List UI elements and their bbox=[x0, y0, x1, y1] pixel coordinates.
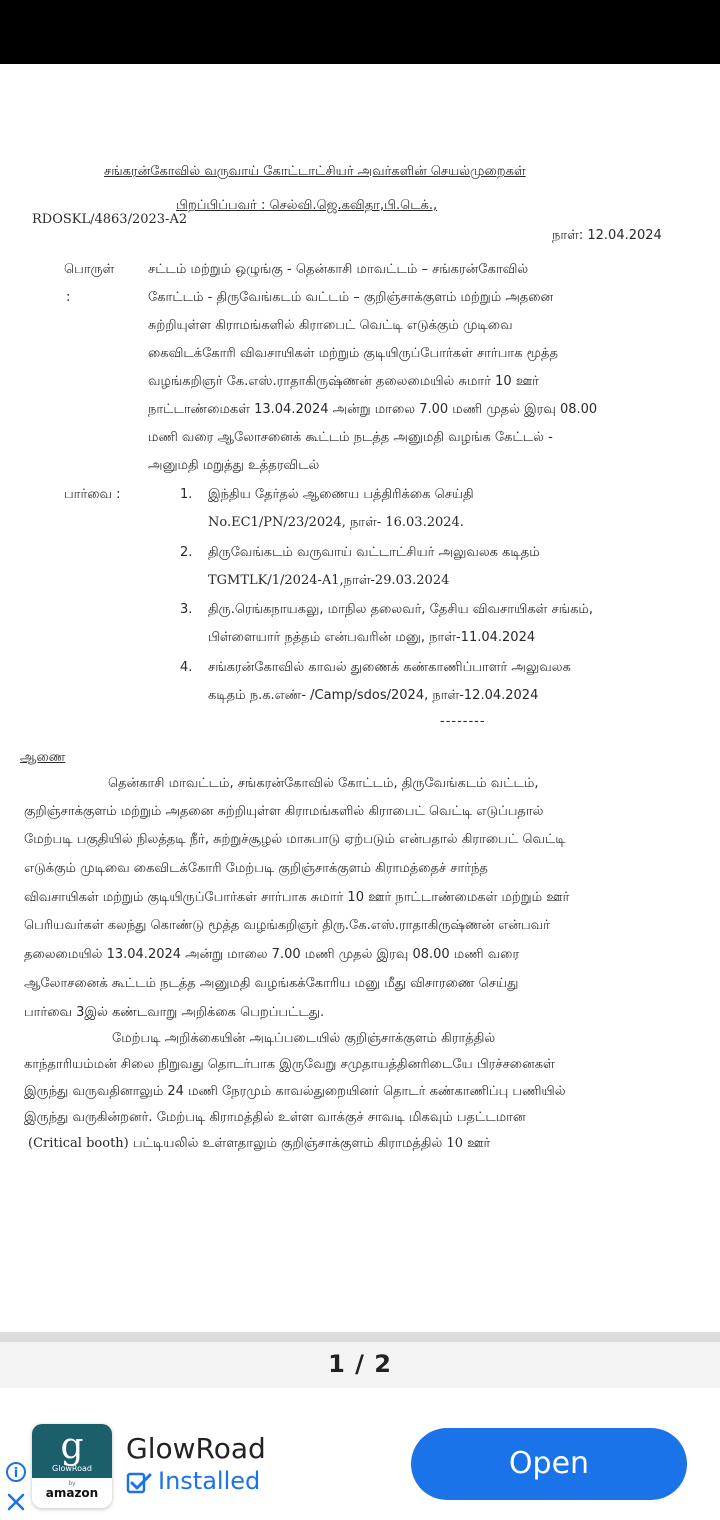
subject-line: கைவிடக்கோரி விவசாயிகள் மற்றும் குடியிருப்போர்கள் சார்பாக மூத்த bbox=[148, 346, 558, 361]
order-heading: ஆணை bbox=[20, 750, 66, 765]
reference-line: கடிதம் ந.க.எண்- /Camp/sdos/2024, நாள்-12.04.2024 bbox=[208, 688, 539, 703]
subject-colon: : bbox=[66, 290, 71, 305]
reference-number: 3. bbox=[180, 602, 193, 617]
page-indicator: 1 / 2 bbox=[328, 1350, 392, 1378]
document-header-office: சங்கரன்கோவில் வருவாய் கோட்டாட்சியர் அவர்களின் செயல்முறைகள் bbox=[104, 164, 526, 179]
order-line: குறிஞ்சாக்குளம் மற்றும் அதனை சுற்றியுள்ள கிராமங்களில் கிராபைட் வெட்டி எடுப்பதால் bbox=[24, 804, 544, 819]
subject-line: சட்டம் மற்றும் ஒழுங்கு - தென்காசி மாவட்டம் – சங்கரன்கோவில் bbox=[148, 262, 529, 277]
order-line: மேற்படி அறிக்கையின் அடிப்படையில் குறிஞ்சாக்குளம் கிராத்தில் bbox=[112, 1031, 496, 1046]
order-line: பெரியவர்கள் கலந்து கொண்டு மூத்த வழங்கறிஞர் திரு.கே.எஸ்.ராதாகிருஷ்ணன் என்பவர் bbox=[24, 918, 550, 933]
glowroad-app-logo[interactable] bbox=[32, 1424, 112, 1508]
subject-label: பொருள் bbox=[64, 262, 115, 277]
order-line: காந்தாரியம்மன் சிலை நிறுவது தொடர்பாக இருவேறு சமுதாயத்தினரிடையே பிரச்சனைகள் bbox=[24, 1057, 555, 1072]
logo-amazon: amazon bbox=[45, 1486, 99, 1500]
subject-line: வழங்கறிஞர் கே.எஸ்.ராதாகிருஷ்ணன் தலைமையில் சுமார் 10 ஊர் bbox=[148, 374, 539, 389]
subject-line: நாட்டாண்மைகள் 13.04.2024 அன்று மாலை 7.00 மணி முதல் இரவு 08.00 bbox=[148, 402, 598, 417]
logo-by: by bbox=[68, 1480, 76, 1487]
reference-line: இந்திய தேர்தல் ஆணைய பத்திரிக்கை செய்தி bbox=[208, 487, 474, 502]
order-line: விவசாயிகள் மற்றும் குடியிருப்போர்கள் சார்பாக சுமார் 10 ஊர் நாட்டாண்மைகள் மற்றும் ஊர் bbox=[24, 890, 570, 905]
reference-line: TGMTLK/1/2024-A1,நாள்-29.03.2024 bbox=[208, 573, 450, 588]
ad-install-status: Installed bbox=[158, 1467, 261, 1495]
reference-line: திருவேங்கடம் வருவாய் வட்டாட்சியர் அலுவலக கடிதம் bbox=[208, 545, 540, 560]
reference-line: சங்கரன்கோவில் காவல் துணைக் கண்காணிப்பாளர் அலுவலக bbox=[208, 660, 571, 675]
order-line: ஆலோசனைக் கூட்டம் நடத்த அனுமதி வழங்கக்கோரிய மனு மீது விசாரணை செய்து bbox=[24, 976, 519, 991]
order-line: எடுக்கும் முடிவை கைவிடக்கோரி மேற்படி குறிஞ்சாக்குளம் கிராமத்தைச் சார்ந்த bbox=[24, 861, 488, 876]
subject-line: அனுமதி மறுத்து உத்தரவிடல் bbox=[148, 458, 320, 473]
reference-number: 4. bbox=[180, 660, 193, 675]
order-line: (Critical booth) பட்டியலில் உள்ளதாலும் குறிஞ்சாக்குளம் கிராமத்தில் 10 ஊர் bbox=[28, 1136, 491, 1151]
status-bar bbox=[0, 0, 720, 64]
order-line: தென்காசி மாவட்டம், சங்கரன்கோவில் கோட்டம், திருவேங்கடம் வட்டம், bbox=[108, 776, 539, 791]
open-app-button[interactable]: Open bbox=[411, 1428, 687, 1500]
installed-check-icon bbox=[126, 1470, 152, 1496]
reference-line: No.EC1/PN/23/2024, நாள்- 16.03.2024. bbox=[208, 515, 464, 530]
document-reference-number: RDOSKL/4863/2023-A2 bbox=[32, 212, 188, 227]
reference-line: திரு.ரெங்கநாயகலு, மாநில தலைவர், தேசிய விவசாயிகள் சங்கம், bbox=[208, 602, 594, 617]
order-line: தலைமையில் 13.04.2024 அன்று மாலை 7.00 மணி முதல் இரவு 08.00 மணி வரை bbox=[24, 947, 520, 962]
document-header-issuer: பிறப்பிப்பவர் : செல்வி.ஜெ.கவிதா,பி.டெக்., bbox=[176, 198, 438, 213]
order-line: இருந்து வருவதினாலும் 24 மணி நேரமும் காவல்துறையினர் தொடர் கண்காணிப்பு பணியில் bbox=[24, 1084, 566, 1099]
reference-line: பிள்ளையார் நத்தம் என்பவரின் மனு, நாள்-11.04.2024 bbox=[208, 630, 536, 645]
logo-letter: g bbox=[60, 1426, 84, 1467]
reference-number: 2. bbox=[180, 545, 193, 560]
references-label: பார்வை : bbox=[64, 487, 121, 502]
subject-line: மணி வரை ஆலோசனைக் கூட்டம் நடத்த அனுமதி வழங்க கேட்டல் - bbox=[148, 430, 553, 445]
order-line: இருந்து வருகின்றனர். மேற்படி கிராமத்தில் உள்ள வாக்குச் சாவடி மிகவும் பதட்டமான bbox=[24, 1110, 526, 1125]
subject-line: சுற்றியுள்ள கிராமங்களில் கிராபைட் வெட்டி எடுக்கும் முடிவை bbox=[148, 318, 513, 333]
document-date: நாள்: 12.04.2024 bbox=[552, 228, 662, 243]
section-separator: -------- bbox=[440, 714, 486, 729]
logo-name: GlowRoad bbox=[52, 1464, 92, 1473]
reference-number: 1. bbox=[180, 487, 193, 502]
ad-app-name[interactable]: GlowRoad bbox=[126, 1432, 266, 1465]
subject-line: கோட்டம் - திருவேங்கடம் வட்டம் – குறிஞ்சாக்குளம் மற்றும் அதனை bbox=[148, 290, 554, 305]
document-page[interactable] bbox=[0, 64, 720, 1332]
order-line: பார்வை 3இல் கண்டவாறு அறிக்கை பெறப்பட்டது. bbox=[24, 1005, 325, 1020]
order-line: மேற்படி பகுதியில் நிலத்தடி நீர், சுற்றுச்சூழல் மாசுபாடு ஏற்படும் என்பதால் கிராபைட் வெட்டி bbox=[24, 832, 566, 847]
ad-close-icon[interactable] bbox=[6, 1492, 26, 1512]
ad-info-icon[interactable]: i bbox=[6, 1462, 26, 1482]
